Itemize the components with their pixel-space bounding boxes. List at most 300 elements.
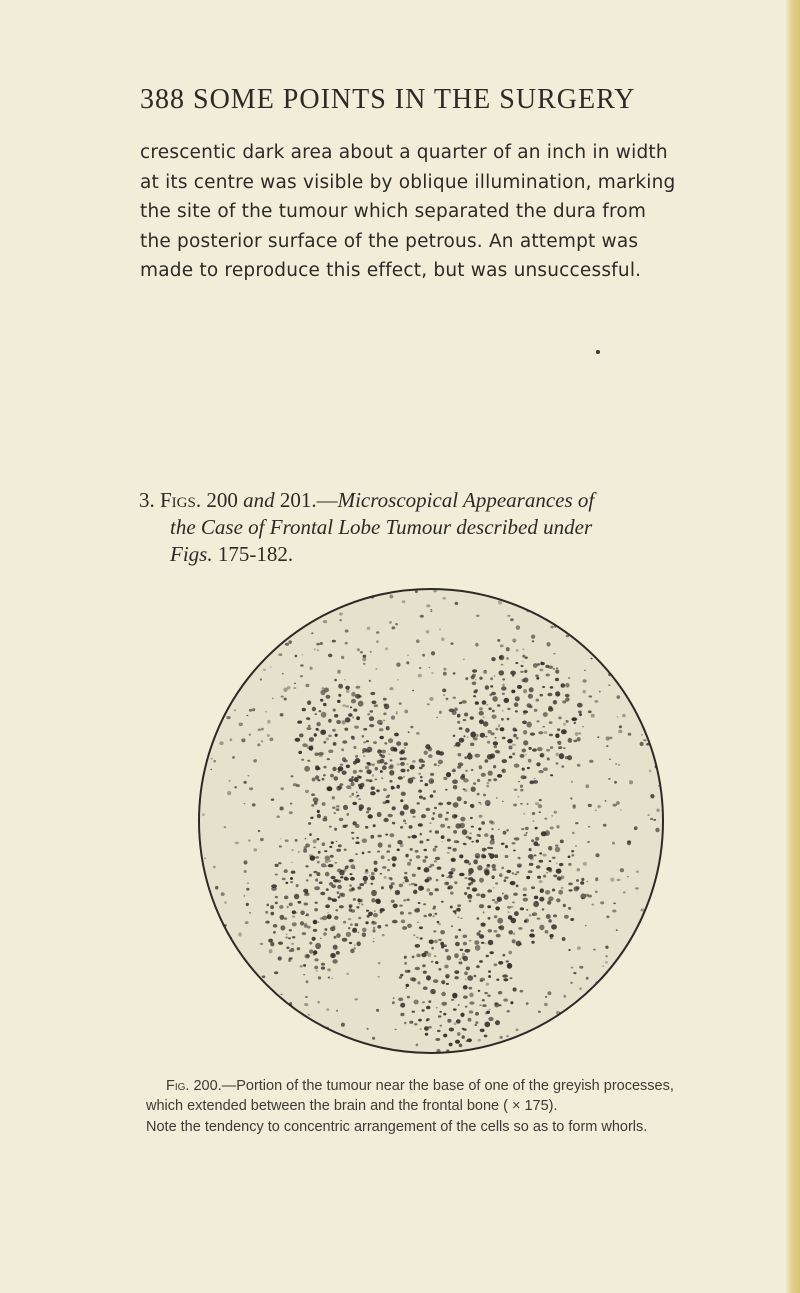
cell-nucleus [300, 664, 304, 666]
cell-nucleus [627, 1025, 631, 1028]
cell-nucleus [636, 701, 639, 704]
cell-nucleus [502, 893, 504, 895]
cell-nucleus [334, 812, 337, 814]
cell-nucleus [530, 858, 534, 861]
cell-nucleus [338, 684, 343, 689]
cell-nucleus [556, 869, 562, 874]
cell-nucleus [315, 856, 319, 859]
cell-nucleus [340, 764, 343, 766]
cell-nucleus [369, 875, 371, 876]
cell-nucleus [597, 736, 599, 738]
cell-nucleus [409, 1021, 413, 1024]
cell-nucleus [248, 839, 250, 841]
cell-nucleus [423, 915, 427, 917]
cell-nucleus [452, 779, 458, 784]
cell-nucleus [484, 1022, 490, 1028]
cell-nucleus [469, 1010, 473, 1013]
cell-nucleus [618, 1030, 621, 1033]
cell-nucleus [234, 995, 236, 997]
cell-nucleus [502, 974, 508, 977]
cell-nucleus [502, 693, 505, 695]
cell-nucleus [488, 970, 491, 972]
cell-nucleus [346, 689, 350, 693]
micrograph-field [199, 589, 663, 1053]
cell-nucleus [385, 834, 388, 836]
cell-nucleus [418, 1019, 422, 1022]
cell-nucleus [422, 1009, 425, 1011]
cell-nucleus [447, 887, 450, 890]
cell-nucleus [275, 874, 278, 876]
cell-nucleus [489, 694, 492, 697]
cell-nucleus [311, 632, 313, 634]
cell-nucleus [463, 843, 465, 845]
cell-nucleus [472, 682, 477, 686]
cell-nucleus [298, 901, 302, 904]
cell-nucleus [471, 787, 476, 792]
cell-nucleus [213, 866, 216, 869]
cell-nucleus [350, 782, 354, 787]
cell-nucleus [486, 864, 490, 868]
cell-nucleus [574, 1035, 578, 1039]
cell-nucleus [465, 979, 467, 981]
cell-nucleus [481, 821, 485, 825]
cell-nucleus [479, 934, 484, 938]
cell-nucleus [233, 660, 235, 661]
cell-nucleus [514, 702, 519, 707]
cell-nucleus [345, 717, 351, 722]
cell-nucleus [476, 856, 479, 859]
cell-nucleus [246, 903, 249, 906]
cell-nucleus [264, 1021, 267, 1024]
cell-nucleus [392, 1001, 395, 1004]
cell-nucleus [334, 862, 337, 864]
cell-nucleus [446, 812, 449, 814]
cell-nucleus [324, 928, 327, 931]
cell-nucleus [404, 1022, 407, 1024]
cell-nucleus [408, 731, 410, 733]
caption-line2: which extended between the brain and the frontal bone ( × 175). [146, 1098, 558, 1114]
cell-nucleus [424, 1026, 429, 1031]
cell-nucleus [326, 695, 331, 699]
cell-nucleus [405, 823, 407, 825]
cell-nucleus [512, 753, 515, 756]
cell-nucleus [537, 720, 540, 722]
cell-nucleus [568, 856, 571, 859]
cell-nucleus [409, 884, 411, 886]
cell-nucleus [319, 754, 323, 757]
cell-nucleus [341, 893, 345, 897]
cell-nucleus [362, 852, 365, 855]
cell-nucleus [363, 663, 365, 665]
cell-nucleus [270, 905, 274, 909]
cell-nucleus [312, 593, 315, 597]
cell-nucleus [341, 1023, 345, 1027]
cell-nucleus [234, 786, 236, 788]
cell-nucleus [475, 945, 481, 951]
cell-nucleus [370, 883, 373, 885]
cell-nucleus [480, 733, 485, 738]
cell-nucleus [400, 911, 404, 915]
cell-nucleus [363, 755, 366, 757]
cell-nucleus [494, 915, 498, 918]
cell-nucleus [523, 887, 527, 891]
cell-nucleus [495, 728, 498, 731]
cell-nucleus [416, 855, 421, 859]
cell-nucleus [430, 773, 434, 776]
cell-nucleus [521, 775, 527, 779]
cell-nucleus [299, 733, 304, 737]
cell-nucleus [337, 670, 341, 674]
cell-nucleus [393, 904, 398, 909]
cell-nucleus [254, 1018, 258, 1021]
cell-nucleus [455, 935, 458, 938]
cell-nucleus [427, 888, 431, 891]
cell-nucleus [354, 726, 359, 729]
cell-nucleus [573, 606, 576, 609]
cell-nucleus [336, 933, 340, 938]
cell-nucleus [431, 780, 434, 782]
cell-nucleus [228, 592, 232, 596]
cell-nucleus [305, 838, 307, 840]
cell-nucleus [618, 1043, 621, 1046]
cell-nucleus [273, 924, 278, 928]
cell-nucleus [563, 747, 566, 749]
cell-nucleus [318, 976, 321, 979]
cell-nucleus [463, 942, 467, 946]
cell-nucleus [605, 590, 607, 591]
cell-nucleus [469, 993, 473, 998]
cell-nucleus [297, 721, 302, 724]
cell-nucleus [516, 625, 520, 630]
cell-nucleus [441, 835, 445, 839]
cell-nucleus [460, 949, 464, 951]
cell-nucleus [441, 901, 444, 903]
cell-nucleus [492, 868, 496, 871]
cell-nucleus [373, 938, 375, 939]
cell-nucleus [352, 802, 357, 805]
cell-nucleus [464, 860, 469, 864]
cell-nucleus [438, 923, 441, 925]
cell-nucleus [537, 663, 540, 666]
cell-nucleus [584, 670, 586, 671]
cell-nucleus [314, 1029, 316, 1031]
cell-nucleus [307, 760, 310, 762]
cell-nucleus [214, 627, 217, 629]
cell-nucleus [363, 741, 366, 743]
cell-nucleus [237, 596, 241, 599]
cell-nucleus [525, 827, 529, 830]
cell-nucleus [646, 642, 650, 645]
cell-nucleus [407, 862, 411, 866]
cell-nucleus [358, 917, 361, 919]
cell-nucleus [342, 720, 346, 724]
cell-nucleus [512, 872, 515, 874]
cell-nucleus [479, 707, 483, 710]
cell-nucleus [449, 1028, 454, 1032]
cell-nucleus [314, 886, 320, 890]
cell-nucleus [484, 870, 489, 876]
cell-nucleus [634, 826, 638, 830]
cell-nucleus [537, 876, 541, 879]
cell-nucleus [627, 841, 631, 845]
cell-nucleus [462, 829, 468, 835]
cell-nucleus [404, 876, 408, 879]
cell-nucleus [482, 855, 486, 858]
cell-nucleus [309, 719, 311, 720]
cell-nucleus [502, 759, 507, 763]
cell-nucleus [540, 694, 544, 697]
cell-nucleus [327, 914, 332, 919]
cell-nucleus [439, 751, 444, 755]
cell-nucleus [254, 848, 258, 851]
cell-nucleus [285, 1041, 287, 1043]
cell-nucleus [516, 649, 519, 651]
cell-nucleus [507, 615, 510, 617]
cell-nucleus [555, 845, 559, 847]
cell-nucleus [304, 766, 310, 772]
cell-nucleus [399, 751, 404, 755]
cell-nucleus [523, 710, 528, 713]
cell-nucleus [441, 638, 444, 642]
cell-nucleus [493, 741, 498, 745]
cell-nucleus [552, 889, 555, 892]
cell-nucleus [370, 876, 375, 881]
cell-nucleus [334, 916, 338, 920]
cell-nucleus [583, 690, 586, 693]
cell-nucleus [286, 934, 288, 935]
cell-nucleus [284, 918, 287, 920]
cell-nucleus [545, 996, 547, 998]
cell-nucleus [198, 663, 201, 665]
cell-nucleus [588, 826, 591, 828]
cell-nucleus [575, 845, 577, 847]
cell-nucleus [372, 774, 374, 777]
cell-nucleus [365, 870, 369, 874]
cell-nucleus [570, 797, 572, 799]
cell-nucleus [453, 735, 456, 737]
cell-nucleus [202, 633, 205, 636]
cell-nucleus [508, 951, 512, 955]
cell-nucleus [245, 921, 249, 924]
cell-nucleus [454, 708, 458, 712]
cell-nucleus [657, 586, 661, 588]
cell-nucleus [507, 963, 512, 969]
cell-nucleus [388, 738, 393, 743]
cell-nucleus [318, 1001, 320, 1003]
cell-nucleus [529, 780, 534, 784]
cell-nucleus [447, 826, 450, 829]
cell-nucleus [406, 661, 409, 664]
cell-nucleus [412, 760, 416, 763]
cell-nucleus [646, 1033, 650, 1036]
cell-nucleus [434, 940, 438, 944]
cell-nucleus [218, 625, 220, 627]
cell-nucleus [606, 916, 609, 919]
cell-nucleus [369, 772, 371, 774]
cell-nucleus [474, 1024, 477, 1026]
cell-nucleus [305, 790, 309, 793]
cell-nucleus [241, 738, 245, 742]
cell-nucleus [508, 930, 513, 934]
cell-nucleus [453, 1008, 457, 1010]
cell-nucleus [289, 811, 293, 814]
cell-nucleus [498, 991, 502, 994]
cell-nucleus [351, 692, 355, 697]
cell-nucleus [474, 940, 479, 945]
cell-nucleus [395, 890, 400, 895]
cell-nucleus [403, 882, 405, 884]
cell-nucleus [212, 700, 215, 702]
cell-nucleus [280, 610, 284, 614]
cell-nucleus [608, 684, 610, 686]
cell-nucleus [320, 730, 326, 735]
cell-nucleus [309, 737, 314, 742]
cell-nucleus [249, 912, 251, 914]
cell-nucleus [313, 954, 316, 956]
cell-nucleus [538, 770, 543, 773]
cell-nucleus [510, 977, 513, 979]
cell-nucleus [280, 925, 285, 930]
cell-nucleus [640, 635, 644, 638]
cell-nucleus [243, 1002, 245, 1004]
cell-nucleus [649, 966, 652, 969]
cell-nucleus [535, 837, 539, 841]
cell-nucleus [370, 835, 374, 839]
cell-nucleus [305, 865, 308, 867]
cell-nucleus [371, 786, 375, 790]
cell-nucleus [479, 960, 483, 963]
cell-nucleus [404, 956, 407, 959]
cell-nucleus [346, 765, 350, 769]
cell-nucleus [358, 592, 362, 595]
cell-nucleus [284, 698, 287, 701]
cell-nucleus [646, 586, 649, 588]
cell-nucleus [372, 763, 375, 766]
cell-nucleus [535, 675, 539, 677]
cell-nucleus [458, 753, 462, 756]
cell-nucleus [467, 736, 469, 738]
cell-nucleus [419, 796, 423, 799]
cell-nucleus [406, 984, 410, 987]
cell-nucleus [394, 748, 398, 752]
cell-nucleus [418, 773, 421, 775]
cell-nucleus [635, 887, 638, 889]
cell-nucleus [510, 618, 514, 621]
cell-nucleus [608, 778, 611, 780]
cell-nucleus [279, 845, 282, 847]
cell-nucleus [509, 756, 513, 759]
cell-nucleus [504, 698, 510, 703]
cell-nucleus [290, 803, 292, 805]
cell-nucleus [332, 925, 336, 928]
cell-nucleus [388, 859, 390, 861]
cell-nucleus [400, 758, 403, 761]
cell-nucleus [271, 799, 275, 801]
cell-nucleus [348, 918, 351, 920]
cell-nucleus [286, 947, 289, 950]
cell-nucleus [303, 849, 307, 853]
cell-nucleus [501, 843, 505, 845]
cell-nucleus [438, 802, 443, 805]
cell-nucleus [419, 667, 422, 669]
cell-nucleus [454, 745, 456, 747]
cell-nucleus [529, 914, 532, 916]
cell-nucleus [651, 996, 653, 998]
cell-nucleus [358, 701, 364, 707]
cell-nucleus [321, 967, 325, 970]
cell-nucleus [229, 1016, 233, 1020]
cell-nucleus [248, 775, 250, 776]
cell-nucleus [476, 615, 480, 617]
cell-nucleus [506, 1035, 509, 1037]
cell-nucleus [488, 917, 491, 920]
cell-nucleus [356, 686, 361, 689]
cell-nucleus [450, 892, 454, 895]
cell-nucleus [463, 659, 465, 661]
cell-nucleus [519, 858, 521, 860]
cell-nucleus [543, 767, 548, 771]
cell-nucleus [518, 865, 521, 868]
cell-nucleus [483, 911, 485, 913]
cell-nucleus [433, 979, 438, 983]
cell-nucleus [320, 699, 323, 702]
cell-nucleus [405, 854, 408, 858]
cell-nucleus [591, 635, 594, 637]
cell-nucleus [485, 759, 489, 763]
cell-nucleus [332, 767, 336, 771]
cell-nucleus [453, 830, 457, 834]
cell-nucleus [497, 897, 502, 902]
cell-nucleus [247, 882, 249, 883]
cell-nucleus [553, 700, 557, 705]
cell-nucleus [548, 869, 552, 873]
cell-nucleus [495, 906, 500, 910]
cell-nucleus [407, 924, 412, 928]
cell-nucleus [293, 783, 297, 786]
cell-nucleus [476, 840, 479, 843]
cell-nucleus [358, 902, 360, 904]
cell-nucleus [560, 840, 564, 844]
cell-nucleus [438, 968, 441, 971]
cell-nucleus [508, 911, 510, 913]
cell-nucleus [529, 705, 533, 708]
cell-nucleus [484, 670, 486, 671]
cell-nucleus [393, 787, 395, 789]
cell-nucleus [414, 1023, 418, 1025]
cell-nucleus [516, 885, 519, 888]
cell-nucleus [605, 800, 607, 802]
cell-nucleus [404, 962, 407, 965]
cell-nucleus [232, 1054, 234, 1056]
cell-nucleus [225, 977, 227, 979]
cell-nucleus [213, 760, 216, 763]
cell-nucleus [494, 901, 498, 904]
cell-nucleus [210, 951, 212, 953]
cell-nucleus [526, 909, 528, 911]
cell-nucleus [416, 639, 420, 643]
cell-nucleus [253, 759, 257, 762]
cell-nucleus [526, 1002, 529, 1005]
cell-nucleus [371, 872, 375, 876]
cell-nucleus [513, 987, 517, 991]
cell-nucleus [542, 686, 545, 688]
cell-nucleus [331, 978, 333, 980]
cell-nucleus [504, 879, 507, 882]
cell-nucleus [411, 883, 415, 886]
cell-nucleus [609, 658, 612, 661]
cell-nucleus [381, 777, 383, 779]
cell-nucleus [615, 660, 618, 662]
